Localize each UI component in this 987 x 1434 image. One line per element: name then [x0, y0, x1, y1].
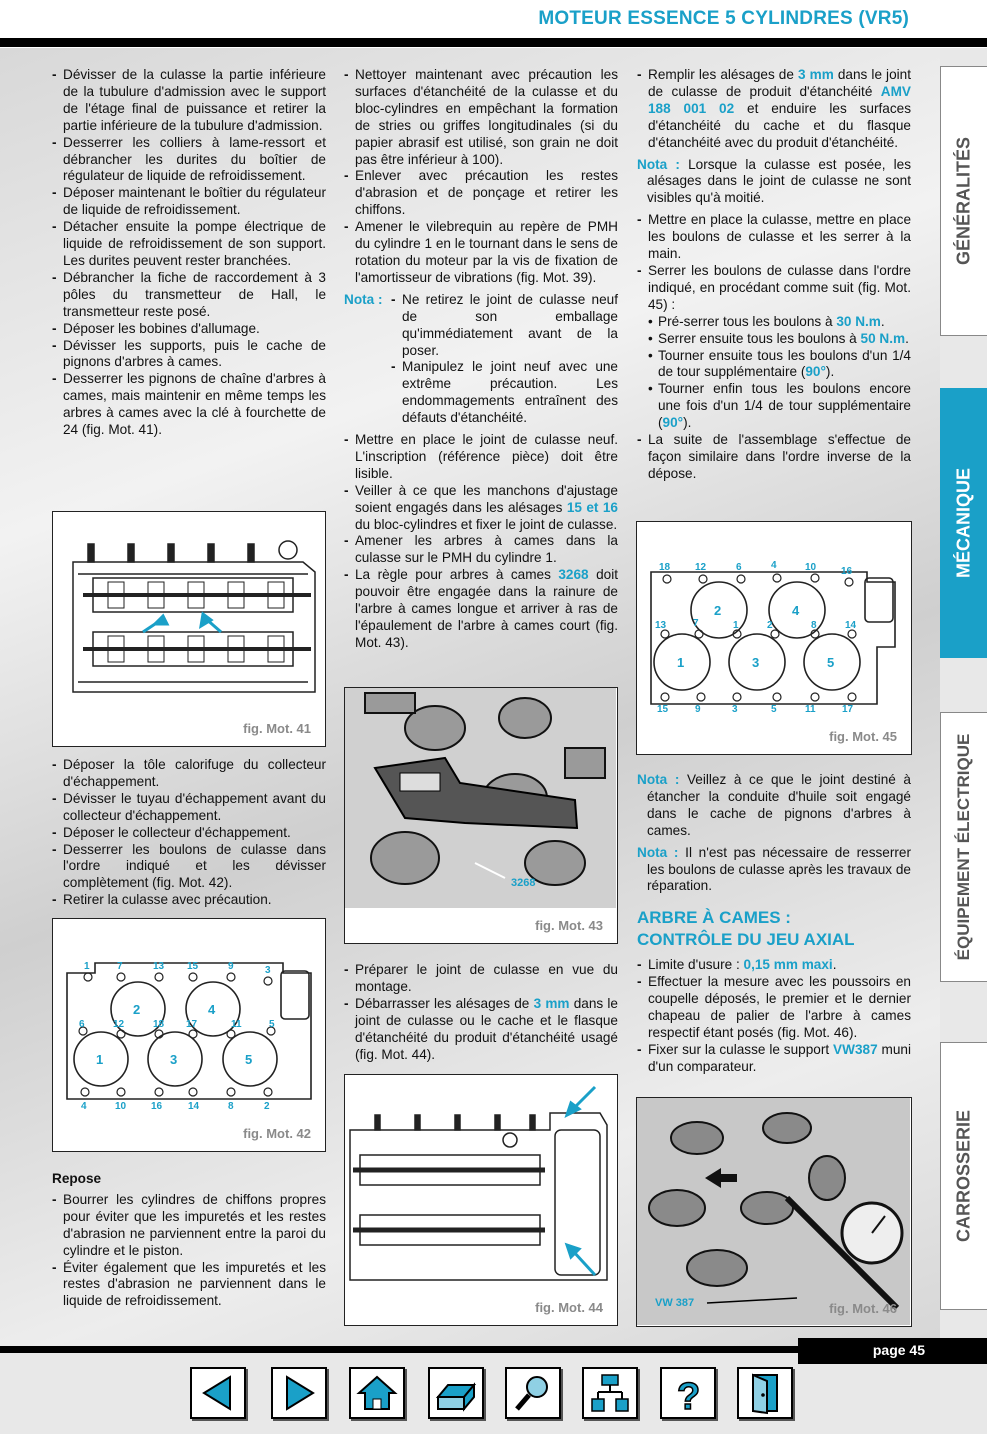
bolt-label: 16 [841, 566, 853, 577]
list-item: - Enlever avec précaution les restes d'abrasion et de ponçage et retirer les chiffons. [344, 168, 618, 219]
step-list [637, 957, 911, 1075]
home-button[interactable] [349, 1367, 405, 1419]
tab-label: CARROSSERIE [953, 1109, 974, 1243]
list-item: - Dévisser le tuyau d'échappement avant du collecteur d'échappement. [52, 791, 326, 825]
tab-label: GÉNÉRALITÉS [953, 136, 974, 266]
nota-block: Nota : Lorsque la culasse est posée, les alésages dans le joint de culasse ne sont visibles qu'à moitié. [637, 156, 912, 206]
page-header [0, 0, 987, 48]
page-title: MOTEUR ESSENCE 5 CYLINDRES (VR5) [538, 8, 909, 29]
bolt-label: 12 [113, 1019, 125, 1030]
nota-block [344, 292, 618, 427]
list-item: • Tourner enfin tous les boulons encore une fois d'un 1/4 de tour supplémentaire (90°). [648, 381, 911, 432]
bolt-label: 16 [151, 1101, 163, 1112]
bolt-label: 8 [811, 620, 817, 631]
list-item: - Mettre en place le joint de culasse neuf. L'inscription (référence pièce) doit être lisible. [344, 432, 618, 483]
print-button[interactable] [428, 1367, 484, 1419]
bolt-label: 8 [228, 1101, 234, 1112]
figure-caption: fig. Mot. 45 [829, 729, 897, 744]
exit-button[interactable] [737, 1367, 793, 1419]
home-icon [351, 1369, 403, 1417]
list-item: - Desserrer les boulons de culasse dans l'ordre indiqué et les dévisser complètement (fig. Mot. 42). [52, 842, 326, 893]
sitemap-button[interactable] [582, 1367, 638, 1419]
step-list-2 [52, 757, 326, 909]
list-item: - Limite d'usure : 0,15 mm maxi. [637, 957, 911, 974]
camshaft-drawing [53, 512, 324, 712]
figure-mot-44 [344, 1074, 618, 1326]
bolt-label: 2 [264, 1101, 270, 1112]
camshaft-ruler-photo [345, 688, 616, 908]
bolt-label: 10 [805, 562, 817, 573]
bolt-label: 15 [657, 704, 669, 715]
column-1b [52, 757, 326, 909]
list-item: • Tourner ensuite tous les boulons d'un 1/4 de tour supplémentaire (90°). [648, 348, 911, 382]
nota-block: Nota : Veillez à ce que le joint destiné à étancher la conduite d'huile soit engagé dans le cache de pignons d'arbres à cames. [637, 772, 911, 838]
print-icon [430, 1369, 482, 1417]
list-item: - Débrancher la fiche de raccordement à 3 pôles du transmetteur de Hall, le transmetteur reste posé. [52, 270, 326, 321]
bolt-label: 14 [188, 1101, 200, 1112]
bolt-label: 1 [733, 620, 739, 631]
list-item: - Amener les arbres à cames dans la culasse sur le PMH du cylindre 1. [344, 533, 618, 567]
figure-mot-42 [52, 918, 326, 1152]
search-icon [507, 1369, 559, 1417]
sitemap-icon [584, 1369, 636, 1417]
page-number-box [798, 1338, 987, 1364]
bolt-label: 15 [187, 961, 199, 972]
tool-label: VW 387 [655, 1297, 695, 1309]
bolt-label: 4 [81, 1101, 87, 1112]
column-3b [637, 772, 911, 1076]
column-3 [637, 67, 911, 483]
bolt-label: 11 [231, 1019, 242, 1030]
page-number: page 45 [872, 1342, 925, 1358]
bolt-label: 9 [695, 704, 701, 715]
step-list-1 [52, 67, 326, 439]
head-gasket-drawing-45 [637, 522, 910, 722]
bolt-label: 13 [655, 620, 667, 631]
tool-label: 3268 [511, 877, 536, 889]
bolt-label: 7 [117, 961, 123, 972]
bolt-label: 13 [153, 961, 165, 972]
list-item: - Dévisser les supports, puis le cache de pignons d'arbres à cames. [52, 338, 326, 372]
list-item: - Mettre en place la culasse, mettre en place les boulons de culasse et les serrer à la main. [637, 212, 911, 263]
list-item: - Retirer la culasse avec précaution. [52, 892, 326, 909]
list-item: - Bourrer les cylindres de chiffons propres pour éviter que les impuretés et les restes d'abrasion ne parviennent entre la paroi du cylindre et le piston. [52, 1192, 326, 1260]
tab-carrosserie[interactable] [940, 1042, 987, 1310]
list-item: - Ne retirez le joint de culasse neuf de son emballage qu'immédiatement avant de la poser. [391, 292, 618, 360]
cylinder-head-cover-drawing [345, 1075, 616, 1290]
help-icon [662, 1369, 714, 1417]
cylinder-label: 3 [170, 1052, 178, 1067]
figure-caption: fig. Mot. 42 [243, 1126, 311, 1141]
column-2 [344, 67, 618, 652]
bolt-label: 4 [771, 560, 777, 571]
tab-generalites[interactable] [940, 66, 987, 336]
bolt-label: 9 [228, 961, 234, 972]
bolt-label: 3 [265, 965, 271, 976]
bolt-label: 2 [767, 620, 773, 631]
header-rule [0, 38, 987, 47]
list-item: - Veiller à ce que les manchons d'ajustage soient engagés dans les alésages 15 et 16 du bloc-cylindres et fixer le joint de culasse. [344, 483, 618, 534]
list-item: - Nettoyer maintenant avec précaution les surfaces d'étanchéité de la culasse et du bloc-cylindres en empêchant la formation de stries ou griffes longitudinales (si du papier abrasif est utilisé, son grain ne doit pas être inférieur à 100). [344, 67, 618, 168]
cylinder-label: 2 [714, 603, 722, 618]
cylinder-label: 2 [133, 1002, 141, 1017]
column-2b [344, 962, 618, 1063]
list-item: - Fixer sur la culasse le support VW387 muni d'un comparateur. [637, 1042, 911, 1076]
list-item: - Déposer les bobines d'allumage. [52, 321, 326, 338]
bolt-label: 6 [79, 1019, 85, 1030]
next-icon [273, 1369, 325, 1417]
step-list-3 [52, 1192, 326, 1310]
cylinder-label: 1 [96, 1052, 104, 1067]
bolt-label: 5 [771, 704, 777, 715]
figure-mot-45 [636, 521, 912, 755]
bolt-label: 12 [695, 562, 707, 573]
next-button[interactable] [271, 1367, 327, 1419]
bolt-label: 17 [842, 704, 854, 715]
column-1 [52, 67, 326, 439]
list-item: - Desserrer les colliers à lame-ressort et débrancher les durites du boîtier de régulateur de liquide de refroidissement. [52, 135, 326, 186]
figure-caption: fig. Mot. 46 [829, 1301, 897, 1316]
list-item: - Amener le vilebrequin au repère de PMH du cylindre 1 en le tournant dans le sens de rotation du moteur par la vis de fixation de l'amortisseur de vibrations (fig. Mot. 39). [344, 219, 618, 287]
step-list [344, 962, 618, 1063]
tab-label: MÉCANIQUE [953, 467, 974, 579]
list-item: - Éviter également que les impuretés et les restes d'abrasion ne parviennent dans le liquide de refroidissement. [52, 1260, 326, 1311]
cylinder-label: 1 [677, 655, 685, 670]
cylinder-label: 4 [792, 603, 800, 618]
list-item: - Effectuer la mesure avec les poussoirs en coupelle déposés, le premier et le dernier chapeau de palier de l'arbre à cames respectif étant posés (fig. Mot. 46). [637, 974, 911, 1042]
list-item: - Détacher ensuite la pompe électrique de liquide de refroidissement de son support. Les durites peuvent rester branchées. [52, 219, 326, 270]
step-list [637, 212, 911, 483]
figure-caption: fig. Mot. 41 [243, 721, 311, 736]
list-item: - La suite de l'assemblage s'effectue de façon similaire dans l'ordre inverse de la dépose. [637, 432, 911, 483]
nota-list [391, 292, 618, 427]
bolt-label: 11 [805, 704, 816, 715]
list-item: - Serrer les boulons de culasse dans l'ordre indiqué, en procédant comme suit (fig. Mot. 45) : • Pré-serrer tous les boulons à 30 N.m. • Serrer ensuite tous les boulons à 50 N.m. • Tourner ensuite tous les boulons d'un 1/4 de tour supplémentaire (90°). • Tourner enfin tous les boulons encore une fois d'un 1/4 de tour supplémentaire (90°). [637, 263, 911, 432]
list-item: - Dévisser de la culasse la partie inférieure de la tubulure d'admission avec le support de l'étage final de puissance et retirer la partie inférieure de la tubulure d'admission. [52, 67, 326, 135]
figure-mot-41 [52, 511, 326, 747]
dial-gauge-photo [637, 1098, 910, 1325]
figure-mot-43 [344, 687, 618, 944]
bolt-label: 18 [659, 562, 671, 573]
bullet-list [638, 314, 911, 432]
bolt-label: 1 [84, 961, 90, 972]
nota-block: Nota : Il n'est pas nécessaire de resserrer les boulons de culasse après les travaux de réparation. [637, 844, 911, 894]
bolt-label: 14 [845, 620, 857, 631]
cylinder-label: 4 [208, 1002, 216, 1017]
list-item: - Déposer le collecteur d'échappement. [52, 825, 326, 842]
exit-icon [739, 1369, 791, 1417]
list-item: - Déposer la tôle calorifuge du collecteur d'échappement. [52, 757, 326, 791]
section-heading: ARBRE À CAMES : CONTRÔLE DU JEU AXIAL [637, 908, 855, 950]
tab-label: ÉQUIPEMENT ÉLECTRIQUE [954, 733, 973, 961]
help-button[interactable] [660, 1367, 716, 1419]
list-item: • Serrer ensuite tous les boulons à 50 N.m. [648, 331, 911, 348]
section-heading: Repose [52, 1171, 102, 1186]
nota-label: Nota : [344, 291, 383, 307]
tab-equipement-electrique[interactable] [940, 712, 987, 982]
step-list [637, 67, 911, 152]
cylinder-label: 5 [245, 1052, 253, 1067]
bolt-label: 5 [269, 1019, 275, 1030]
bolt-label: 10 [115, 1101, 127, 1112]
bolt-label: 17 [186, 1019, 198, 1030]
list-item: - Remplir les alésages de 3 mm dans le joint de culasse de produit d'étanchéité AMV 188 001 02 et enduire les surfaces d'étanchéité du cache et du flasque d'étanchéité avec du produit d'étanchéité. [637, 67, 911, 152]
tab-mecanique[interactable] [940, 388, 987, 658]
bolt-label: 6 [736, 562, 742, 573]
search-button[interactable] [505, 1367, 561, 1419]
list-item: - Débarrasser les alésages de 3 mm dans le joint de culasse ou le cache et le flasque d'étanchéité du produit d'étanchéité usagé (fig. Mot. 44). [344, 996, 618, 1064]
list-item: - Desserrer les pignons de chaîne d'arbres à cames, mais maintenir en même temps les arbres à cames avec la clé à fourchette de 24 (fig. Mot. 41). [52, 371, 326, 439]
step-list [344, 67, 618, 287]
previous-icon [192, 1369, 244, 1417]
figure-mot-46 [636, 1097, 912, 1327]
head-gasket-drawing-42 [53, 919, 324, 1119]
list-item: - Manipulez le joint neuf avec une extrême précaution. Les endommagements entraînent des défauts d'étanchéité. [391, 359, 618, 427]
bolt-label: 3 [732, 704, 738, 715]
figure-caption: fig. Mot. 44 [535, 1300, 603, 1315]
previous-button[interactable] [190, 1367, 246, 1419]
list-item: - Déposer maintenant le boîtier du régulateur de liquide de refroidissement. [52, 185, 326, 219]
bolt-label: 7 [693, 618, 699, 629]
column-1c [52, 1171, 326, 1310]
figure-caption: fig. Mot. 43 [535, 918, 603, 933]
svg-text:?: ? [677, 1376, 701, 1417]
cylinder-label: 3 [752, 655, 760, 670]
step-list [344, 432, 618, 652]
list-item: - La règle pour arbres à cames 3268 doit pouvoir être engagée dans la rainure de l'arbre à cames longue et arriver à ras de l'épaulement de l'arbre à cames court (fig. Mot. 43). [344, 567, 618, 652]
list-item: • Pré-serrer tous les boulons à 30 N.m. [648, 314, 911, 331]
list-item: - Préparer le joint de culasse en vue du montage. [344, 962, 618, 996]
cylinder-label: 5 [827, 655, 835, 670]
bolt-label: 18 [153, 1019, 165, 1030]
